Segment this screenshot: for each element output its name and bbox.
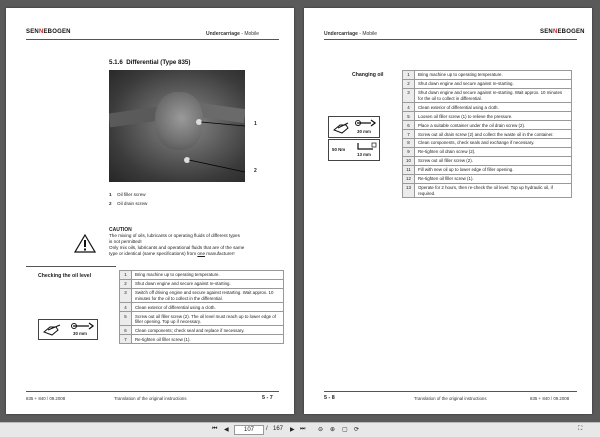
footer-doc-id: 835 + 840 / 09.2008 — [530, 396, 570, 401]
fit-page-icon[interactable]: ▢ — [342, 427, 348, 433]
step-text: Re-tighten oil drain screw (2). — [415, 148, 572, 157]
step-text: Fill with new oil up to lower edge of filler opening. — [415, 166, 572, 175]
step-text: Shut down engine and secure against re-starting. — [415, 79, 572, 88]
step-number: 5 — [120, 312, 132, 326]
step-number: 10 — [403, 157, 415, 166]
zoom-out-icon[interactable]: ⊖ — [318, 427, 324, 433]
torque-box — [328, 139, 380, 161]
senebogen-logo: SENNEBOGEN — [26, 29, 71, 35]
left-header: Undercarriage - Mobile — [206, 31, 260, 37]
step-number: 4 — [403, 103, 415, 112]
step-row — [403, 71, 572, 80]
caution-notice: CAUTION The mixing of oils, lubricants or operating fluids of different types is not permitted! Only mix oils, lubricants and operational fluids that are of the same type or identical (same specifications) from one manufacturer! — [109, 227, 245, 256]
footer-rule — [26, 391, 279, 392]
step-number: 12 — [403, 175, 415, 184]
footer-rule — [324, 391, 577, 392]
differential-photo — [109, 70, 245, 182]
fullscreen-icon[interactable]: ⛶ — [578, 426, 583, 432]
step-number: 1 — [120, 271, 132, 280]
step-number: 13 — [403, 184, 415, 198]
hex-size: 13 mm — [357, 152, 371, 157]
wrench-size: 30 mm — [357, 129, 371, 134]
step-row — [403, 79, 572, 88]
step-text: Clean components; check seal and replace if necessary. — [132, 326, 284, 335]
prev-page-button[interactable]: ◀ — [224, 427, 229, 433]
next-page-button[interactable]: ▶ — [290, 427, 295, 433]
step-text: Screw out oil filler screw (2). The oil level must reach up to lower edge of filler opening. Top up if necessary. — [132, 312, 284, 326]
wrench-icon — [71, 322, 95, 330]
section-rule — [26, 266, 116, 267]
step-row — [403, 157, 572, 166]
hand-wrench-icon — [42, 322, 62, 337]
step-row — [120, 303, 284, 312]
step-number: 7 — [403, 130, 415, 139]
step-row — [403, 166, 572, 175]
step-text: Bring machine up to operating temperature. — [415, 71, 572, 80]
step-text: Bring machine up to operating temperature. — [132, 271, 284, 280]
step-text: Shut down engine and secure against re-starting. — [132, 279, 284, 288]
step-row — [403, 139, 572, 148]
step-number: 7 — [120, 335, 132, 344]
step-text: Switch off driving engine and secure against restarting. Wait approx. 10 minutes for the oil to collect in the differential. — [132, 288, 284, 302]
tool-box — [38, 319, 98, 340]
hand-wrench-icon — [332, 120, 350, 134]
step-row — [120, 271, 284, 280]
step-row — [120, 279, 284, 288]
viewer-toolbar — [0, 422, 600, 437]
senebogen-logo: SENNEBOGEN — [540, 29, 585, 35]
step-text: Re-tighten oil filler screw (1). — [132, 335, 284, 344]
step-row — [120, 335, 284, 344]
step-text: Re-tighten oil filler screw (1). — [415, 175, 572, 184]
checking-oil-steps — [119, 270, 284, 344]
step-number: 8 — [403, 139, 415, 148]
step-text: Screw out oil filler screw (2). — [415, 157, 572, 166]
step-row — [403, 175, 572, 184]
page-number: 5 - 7 — [262, 395, 273, 401]
total-pages: 167 — [273, 426, 284, 432]
step-number: 2 — [120, 279, 132, 288]
step-row — [403, 88, 572, 102]
step-text: Clean exterior of differential using a cloth. — [415, 103, 572, 112]
step-text: Loosen oil filler screw (1) to relieve the pressure. — [415, 112, 572, 121]
right-header: Undercarriage - Mobile — [324, 31, 378, 37]
rotate-icon[interactable]: ⟳ — [354, 427, 360, 433]
step-text: Clean components, check seals and exchange if necessary. — [415, 139, 572, 148]
step-number: 4 — [120, 303, 132, 312]
legend-item: 2 Oil drain screw — [109, 201, 148, 206]
step-number: 2 — [403, 79, 415, 88]
zoom-in-icon[interactable]: ⊕ — [330, 427, 336, 433]
step-row — [403, 121, 572, 130]
step-text: Shut down engine and secure against re-starting. Wait approx. 10 minutes for the oil to collect in differential. — [415, 88, 572, 102]
page-number: 5 - 8 — [324, 395, 335, 401]
wrench-size: 30 mm — [73, 331, 87, 336]
step-row — [120, 312, 284, 326]
footer-doc-id: 835 + 840 / 09.2008 — [26, 396, 66, 401]
last-page-button[interactable]: ⏭ — [300, 426, 306, 432]
first-page-button[interactable]: ⏮ — [212, 426, 218, 432]
page-separator: / — [266, 426, 268, 432]
changing-oil-steps — [402, 70, 572, 198]
legend-item: 1 Oil filler screw — [109, 192, 146, 197]
checking-oil-label: Checking the oil level — [38, 273, 92, 279]
tool-box — [328, 116, 380, 138]
right-page — [304, 8, 592, 414]
footer-translation: Translation of the original instructions — [414, 396, 487, 401]
step-number: 9 — [403, 148, 415, 157]
step-number: 6 — [403, 121, 415, 130]
step-number: 1 — [403, 71, 415, 80]
changing-oil-label: Changing oil — [352, 72, 384, 78]
torque-value: 50 Nm — [332, 147, 346, 152]
step-row — [120, 326, 284, 335]
callout-1: 1 — [254, 121, 257, 127]
step-row — [403, 103, 572, 112]
step-number: 3 — [403, 88, 415, 102]
header-rule — [324, 39, 577, 40]
photo-legend — [109, 190, 147, 208]
step-number: 5 — [403, 112, 415, 121]
step-text: Operate for 2 hours, then re-check the oil level. Top up hydraulic oil, if required. — [415, 184, 572, 198]
left-page — [6, 8, 294, 414]
step-text: Clean exterior of differential using a cloth. — [132, 303, 284, 312]
step-row — [403, 130, 572, 139]
warning-icon — [74, 234, 96, 253]
step-text: Screw out oil drain screw (2) and collect the waste oil in the container. — [415, 130, 572, 139]
step-row — [403, 184, 572, 198]
wrench-icon — [355, 119, 377, 127]
section-heading: 5.1.6 Differential (Type 835) — [109, 59, 191, 66]
page-number-input[interactable]: 107 — [234, 425, 264, 435]
step-number: 11 — [403, 166, 415, 175]
step-row — [403, 112, 572, 121]
step-text: Place a suitable container under the oil drain screw (2). — [415, 121, 572, 130]
footer-translation: Translation of the original instructions — [114, 396, 187, 401]
step-number: 6 — [120, 326, 132, 335]
step-row — [403, 148, 572, 157]
hex-key-icon — [355, 142, 377, 151]
header-rule — [26, 39, 279, 40]
step-row — [120, 288, 284, 302]
step-number: 3 — [120, 288, 132, 302]
callout-2: 2 — [254, 168, 257, 174]
